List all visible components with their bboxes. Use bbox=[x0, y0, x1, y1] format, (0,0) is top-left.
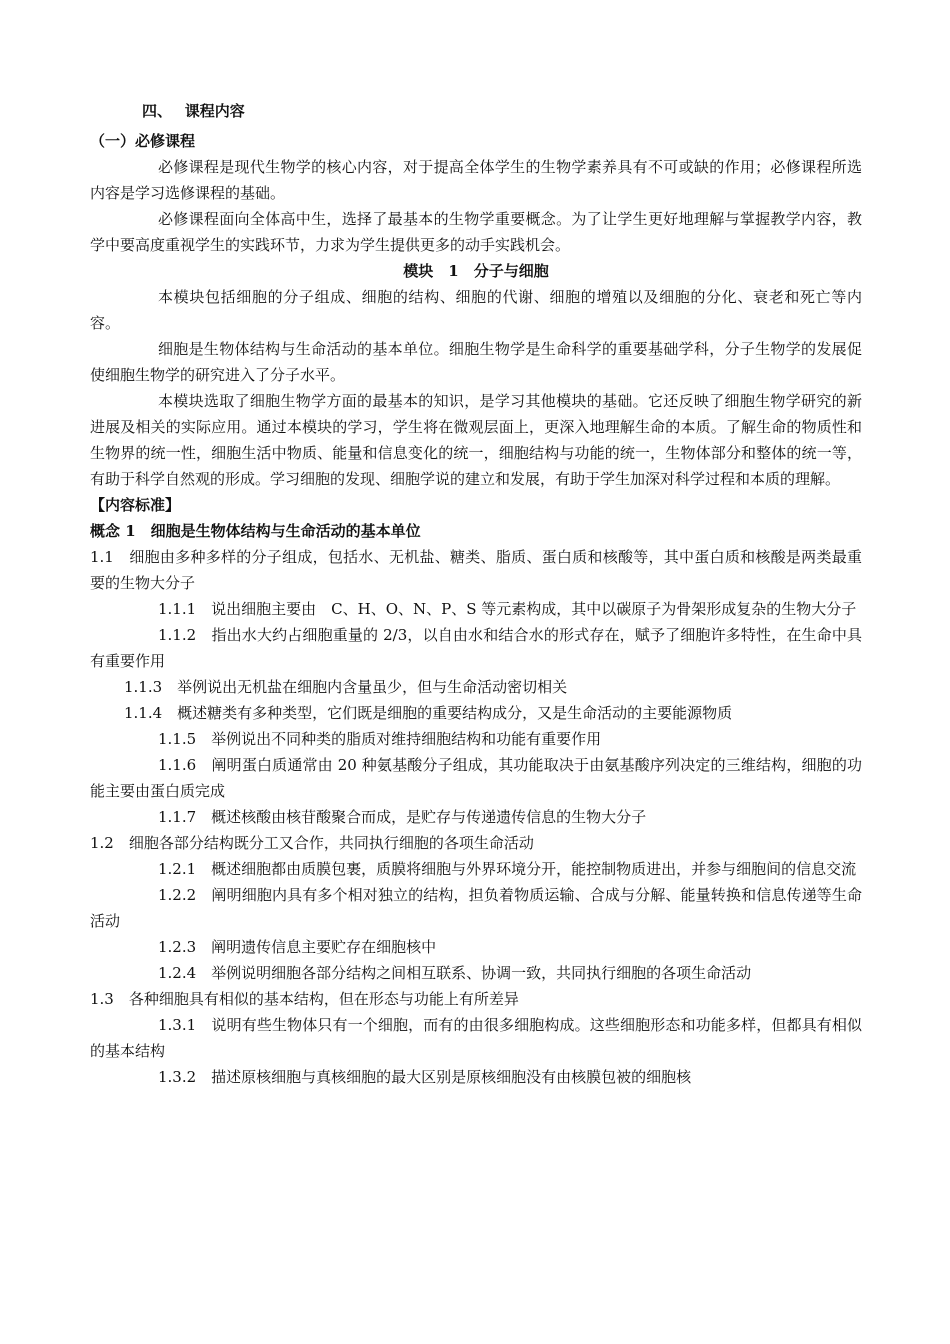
standard-item: 1.2.3 阐明遗传信息主要贮存在细胞核中 bbox=[158, 938, 437, 956]
standard-item: 1.1.5 举例说出不同种类的脂质对维持细胞结构和功能有重要作用 bbox=[158, 730, 602, 748]
standard-item: 1.1.4 概述糖类有多种类型，它们既是细胞的重要结构成分，又是生命活动的主要能源物质 bbox=[124, 704, 733, 722]
standard-item: 1.2.1 概述细胞都由质膜包裹，质膜将细胞与外界环境分开，能控制物质进出，并参与细胞间的信息交流 bbox=[158, 860, 857, 878]
module-paragraph: 本模块选取了细胞生物学方面的最基本的知识，是学习其他模块的基础。它还反映了细胞生物学研究的新进展及相关的实际应用。通过本模块的学习，学生将在微观层面上，更深入地理解生命的本质。了解生命的物质性和生物界的统一性，细胞生活中物质、能量和信息变化的统一，细胞结构与功能的统一，生物体部分和整体的统一等，有助于科学自然观的形成。学习细胞的发现、细胞学说的建立和发展，有助于学生加深对科学过程和本质的理解。 bbox=[90, 392, 862, 488]
standard-item: 1.1.6 阐明蛋白质通常由 20 种氨基酸分子组成，其功能取决于由氨基酸序列决定的三维结构，细胞的功能主要由蛋白质完成 bbox=[90, 756, 862, 800]
module-paragraph: 细胞是生物体结构与生命活动的基本单位。细胞生物学是生命科学的重要基础学科，分子生物学的发展促使细胞生物学的研究进入了分子水平。 bbox=[90, 340, 862, 384]
concept-title: 概念 1 细胞是生物体结构与生命活动的基本单位 bbox=[90, 522, 421, 540]
intro-paragraph: 必修课程面向全体高中生，选择了最基本的生物学重要概念。为了让学生更好地理解与掌握教学内容，教学中要高度重视学生的实践环节，力求为学生提供更多的动手实践机会。 bbox=[90, 210, 862, 254]
standard-item: 1.3.1 说明有些生物体只有一个细胞，而有的由很多细胞构成。这些细胞形态和功能多样，但都具有相似的基本结构 bbox=[90, 1016, 862, 1060]
section-heading: 四、 课程内容 bbox=[142, 102, 245, 120]
standard-item: 1.1.2 指出水大约占细胞重量的 2/3，以自由水和结合水的形式存在，赋予了细胞许多特性，在生命中具有重要作用 bbox=[90, 626, 862, 670]
standard-item: 1.3.2 描述原核细胞与真核细胞的最大区别是原核细胞没有由核膜包被的细胞核 bbox=[158, 1068, 692, 1086]
content-standard-label: 【内容标准】 bbox=[90, 496, 181, 514]
standard-item: 1.1 细胞由多种多样的分子组成，包括水、无机盐、糖类、脂质、蛋白质和核酸等，其中蛋白质和核酸是两类最重要的生物大分子 bbox=[90, 548, 862, 592]
standard-item: 1.1.1 说出细胞主要由 C、H、O、N、P、S 等元素构成，其中以碳原子为骨架形成复杂的生物大分子 bbox=[158, 600, 857, 618]
standard-item: 1.1.3 举例说出无机盐在细胞内含量虽少，但与生命活动密切相关 bbox=[124, 678, 568, 696]
subheading: （一）必修课程 bbox=[90, 132, 196, 150]
standard-item: 1.3 各种细胞具有相似的基本结构，但在形态与功能上有所差异 bbox=[90, 990, 519, 1008]
module-paragraph: 本模块包括细胞的分子组成、细胞的结构、细胞的代谢、细胞的增殖以及细胞的分化、衰老和死亡等内容。 bbox=[90, 288, 862, 332]
intro-paragraph: 必修课程是现代生物学的核心内容，对于提高全体学生的生物学素养具有不可或缺的作用；必修课程所选内容是学习选修课程的基础。 bbox=[90, 158, 862, 202]
module-title: 模块 1 分子与细胞 bbox=[403, 262, 549, 280]
standard-item: 1.2.4 举例说明细胞各部分结构之间相互联系、协调一致，共同执行细胞的各项生命活动 bbox=[158, 964, 752, 982]
standard-item: 1.2.2 阐明细胞内具有多个相对独立的结构，担负着物质运输、合成与分解、能量转换和信息传递等生命活动 bbox=[90, 886, 862, 930]
standard-item: 1.1.7 概述核酸由核苷酸聚合而成，是贮存与传递遗传信息的生物大分子 bbox=[158, 808, 647, 826]
document-page bbox=[90, 98, 862, 1090]
standard-item: 1.2 细胞各部分结构既分工又合作，共同执行细胞的各项生命活动 bbox=[90, 834, 534, 852]
